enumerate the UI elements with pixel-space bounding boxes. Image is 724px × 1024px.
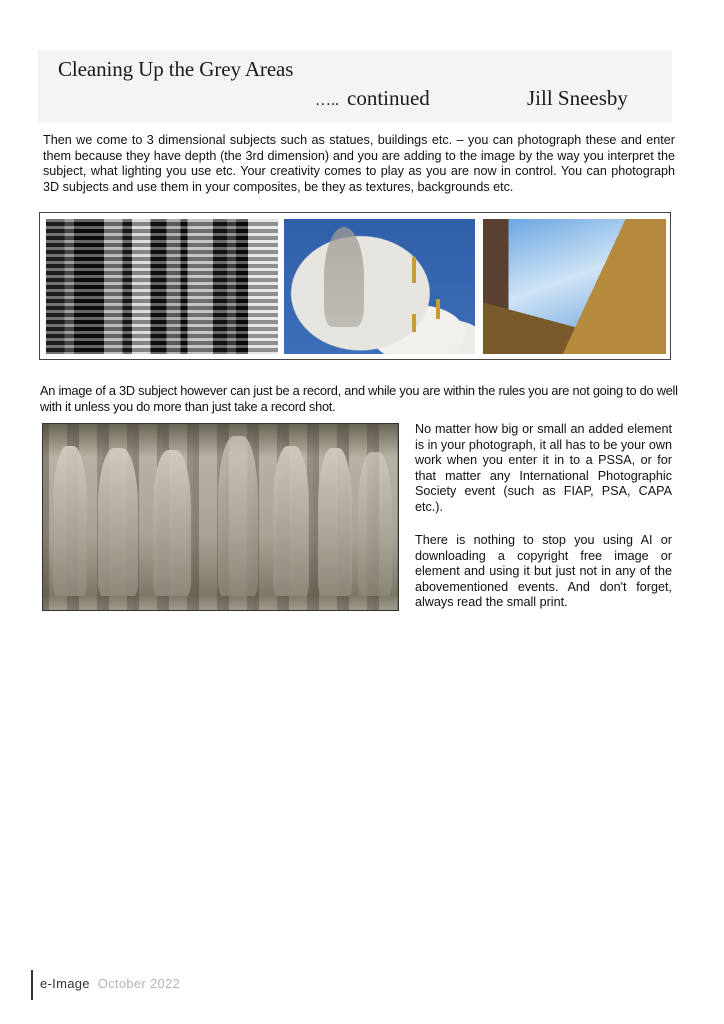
article-title: Cleaning Up the Grey Areas (58, 57, 294, 81)
publication-name: e-Image (40, 976, 90, 991)
continued-text: continued (347, 86, 430, 110)
relief-figure (273, 446, 309, 596)
minaret-shadow (324, 227, 364, 327)
relief-figure (153, 450, 191, 596)
gold-finial (412, 314, 416, 332)
photo-strip (39, 212, 671, 360)
footer (40, 976, 180, 991)
author-name: Jill Sneesby (527, 86, 628, 110)
photo-skyscrapers-bw (46, 219, 278, 354)
relief-figure (218, 436, 258, 596)
photo-mosque-domes (284, 219, 475, 354)
issue-date: October 2022 (97, 976, 181, 991)
paragraph-ai-usage: There is nothing to stop you using AI or downloading a copyright free image or element and using it but just not in any of the abovementioned events. And don't forget, always read the small print. (415, 533, 672, 609)
article-header (38, 50, 672, 123)
relief-figure (358, 452, 392, 596)
paragraph-3d-subjects: Then we come to 3 dimensional subjects such as statues, buildings etc. – you can photograph these and enter them because they have depth (the 3rd dimension) and you are adding to the image by the way you interpret the subject, what lighting you use etc. Your creativity comes to play as you are now in control. You can photograph 3D subjects and use them in your composites, be they as textures, backgrounds etc. (43, 133, 675, 194)
relief-figure (53, 446, 87, 596)
gold-finial (436, 299, 440, 319)
continued-dots: ….. (315, 92, 339, 109)
photo-stone-relief (42, 423, 399, 611)
relief-figure (98, 448, 138, 596)
paragraph-record-shot: An image of a 3D subject however can just be a record, and while you are within the rules you are not going to do well with it unless you do more than just take a record shot. (40, 383, 678, 414)
relief-figure (318, 448, 352, 596)
continued-label (315, 86, 430, 111)
gold-finial (412, 257, 416, 283)
footer-divider (31, 970, 33, 1000)
photo-glass-towers (483, 219, 666, 354)
paragraph-own-work: No matter how big or small an added element is in your photograph, it all has to be your own work when you enter it in to a PSSA, or for that matter any International Photographic Society event (such as FIAP, PSA, CAPA etc.). (415, 422, 672, 514)
